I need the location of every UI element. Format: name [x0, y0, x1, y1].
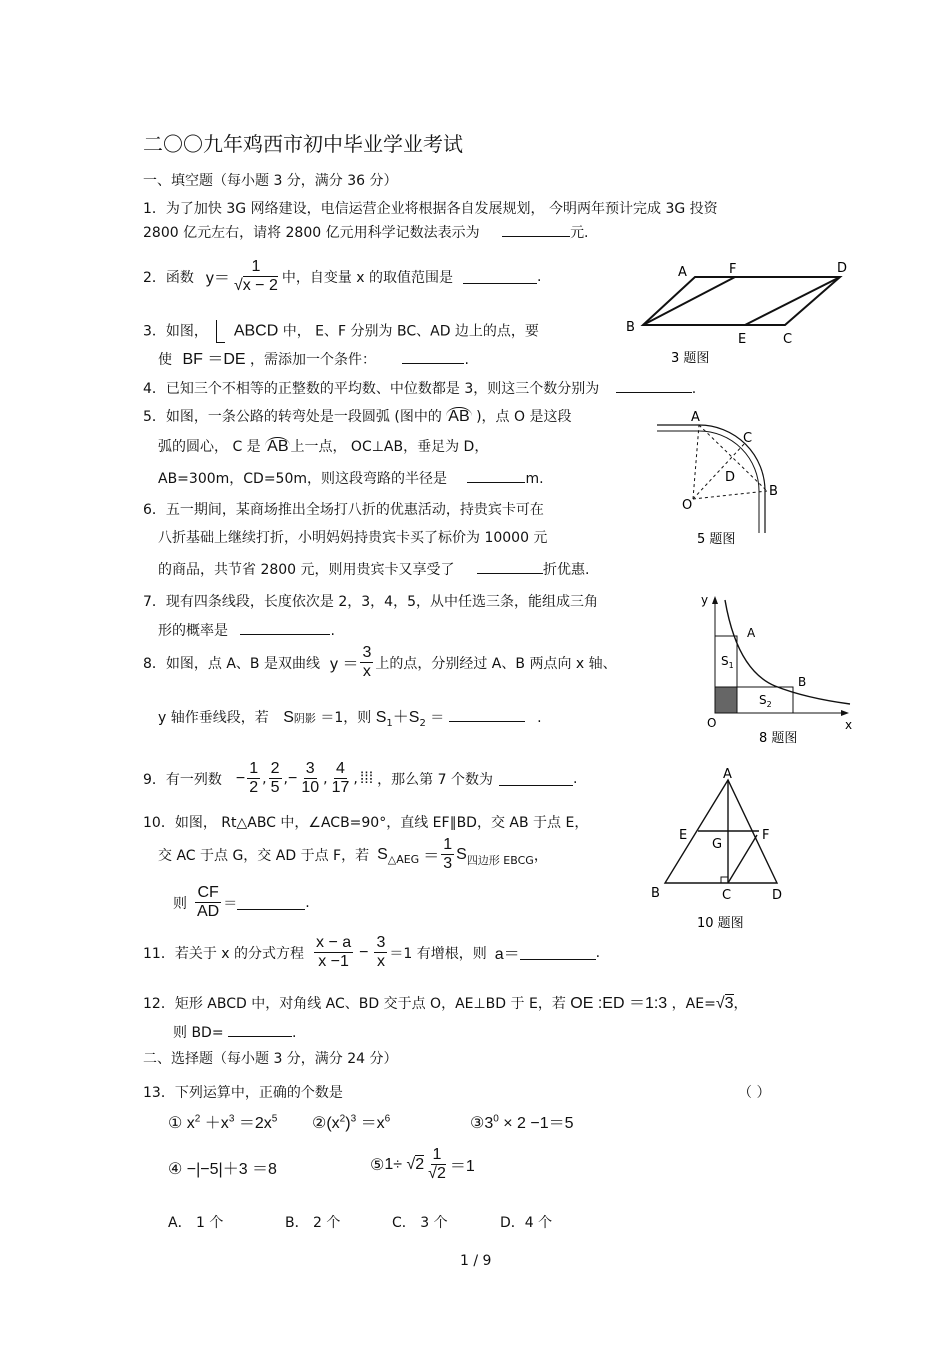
shaded-region [715, 687, 737, 713]
figure-3-caption: 3 题图 [671, 351, 710, 366]
q3-line2: 使 BF ＝DE ，需添加一个条件： . [158, 351, 469, 368]
label-b: B [651, 886, 660, 901]
label-a: A [691, 410, 700, 425]
figure-5-arc [655, 405, 785, 550]
figure-8-caption: 8 题图 [759, 731, 798, 746]
q12-line1: 12．矩形 ABCD 中，对角线 AC、BD 交于点 O，AE⊥BD 于 E，若 OE :ED ＝1:3 ，AE=√3， [143, 995, 748, 1012]
q9-line: 9．有一列数 − $\frac{1}{2}$ , $\frac{2}{5}$ , − $\frac{3}{10}$ , $\frac{4}{17}$ , ⁞⁞⁞ ，那么第 7 个数为 . [143, 760, 578, 796]
label-b: B [626, 320, 635, 335]
road-inner-edge [657, 431, 759, 533]
x-axis-arrow [841, 710, 849, 716]
page-title: 二〇〇九年鸡西市初中毕业学业考试 [143, 132, 463, 156]
figure-5-caption: 5 题图 [697, 532, 736, 547]
label-c: C [783, 332, 793, 347]
q13-paren[interactable]: （ ） [738, 1085, 771, 1101]
q10-blank[interactable] [237, 895, 305, 910]
q2-num: 1 [251, 258, 261, 275]
label-o: O [707, 716, 717, 730]
parallelogram-shape [643, 277, 840, 325]
figure-10-triangle [645, 765, 800, 935]
q13-option-3: $③3^0 \times 2 -1=5$ [470, 1113, 574, 1132]
label-c: C [722, 888, 732, 903]
q10-line2: 交 AC 于点 G，交 AD 于点 F，若 S △AEG ＝ $\frac{1}{3}$ S 四边形 EBCG ， [158, 836, 548, 872]
q11-blank[interactable] [520, 945, 596, 960]
q7-line1: 7．现有四条线段，长度依次是 2，3，4，5，从中任选三条，能组成三角 [143, 594, 598, 610]
q2-line: 2．函数 y＝ $\frac{1}{√x - 2}$ 中，自变量 x 的取值范围是 . [143, 258, 542, 294]
figure-3-parallelogram [615, 255, 860, 370]
q13-option-2: $②(x^2)^3 =x^6$ [312, 1113, 391, 1132]
q1-blank[interactable] [502, 222, 570, 237]
label-s2: $S_2$ [759, 693, 772, 709]
q9-blank[interactable] [499, 771, 573, 786]
q4-line: 4．已知三个不相等的正整数的平均数、中位数都是 3，则这三个数分别为 . [143, 378, 696, 398]
label-y: y [701, 593, 709, 607]
q2-blank[interactable] [463, 269, 537, 284]
q10-line3: 则 $\frac{CF}{AD}$ ＝ . [173, 884, 310, 920]
label-a: A [747, 626, 756, 640]
q2-post: 中，自变量 x 的取值范围是 [281, 269, 454, 286]
label-e: E [738, 332, 747, 347]
q6-line3: 的商品，共节省 2800 元，则用贵宾卡又享受了 折优惠. [158, 559, 589, 579]
q13-choice-a[interactable]: A． 1 个 [168, 1215, 224, 1231]
q8-line1: 8．如图，点 A、B 是双曲线 y ＝ $\frac{3}{x}$ 上的点，分别经过 A、B 两点向 x 轴、 [143, 644, 617, 680]
q5-blank[interactable] [467, 468, 525, 483]
label-d: D [837, 261, 848, 276]
q3-line1: 3．如图， ABCD 中， E、F 分别为 BC、AD 边上的点，要 [143, 320, 539, 343]
q13-choice-d[interactable]: D．4 个 [500, 1215, 553, 1231]
label-b: B [769, 484, 778, 499]
segment-oc [693, 443, 745, 499]
q13-line: 13．下列运算中，正确的个数是 [143, 1085, 343, 1101]
label-a: A [723, 767, 732, 782]
q1-text: 2800 亿元左右，请将 2800 亿元用科学记数法表示为 [143, 225, 480, 241]
segment-ob [693, 491, 767, 499]
q13-option-1: ① $x^2 +x^3 =2x^5$ [168, 1113, 278, 1132]
q1-line1: 1．为了加快 3G 网络建设，电信运营企业将根据各自发展规划， 今明两年预计完成 3G 投资 [143, 201, 718, 217]
segment-bf [643, 277, 735, 325]
q8-blank[interactable] [449, 707, 525, 722]
q7-line2: 形的概率是 . [158, 620, 335, 640]
q1-line2 [143, 222, 589, 242]
segment-cf [728, 835, 757, 883]
q1-end: 元. [570, 225, 589, 241]
q13-option-4: ④ −|−5|＋3 ＝8 [168, 1161, 277, 1178]
label-d: D [725, 470, 736, 485]
label-d: D [772, 888, 783, 903]
q7-blank[interactable] [240, 620, 330, 635]
q12-line2: 则 BD= . [173, 1022, 296, 1042]
q4-blank[interactable] [616, 378, 692, 393]
right-angle-mark [721, 877, 728, 883]
label-f: F [729, 262, 737, 277]
parallelogram-symbol [216, 320, 225, 343]
page-number: 1 / 9 [460, 1253, 492, 1269]
label-a: A [678, 265, 687, 280]
q6-line2: 八折基础上继续打折，小明妈妈持贵宾卡买了标价为 10000 元 [158, 530, 548, 546]
label-o: O [682, 498, 693, 513]
label-g: G [712, 837, 723, 852]
q11-line: 11．若关于 x 的分式方程 $\frac{x - a}{x -1}$ − $\frac{3}{x}$ ＝1 有增根，则 a＝ . [143, 934, 601, 970]
q6-blank[interactable] [477, 559, 543, 574]
segment-oa [693, 425, 699, 499]
q13-option-5: ⑤ 1÷ √ 2 $\frac{1}{√2}$ ＝1 [370, 1146, 475, 1182]
q2-pre: 2．函数 [143, 269, 194, 286]
q2-fraction [232, 258, 280, 295]
q10-line1: 10．如图， Rt△ABC 中，∠ACB=90°，直线 EF∥BD，交 AB 于点 E， [143, 815, 589, 831]
label-e: E [679, 828, 688, 843]
label-b: B [798, 675, 807, 689]
label-f: F [762, 828, 770, 843]
label-s1: $S_1$ [721, 654, 734, 670]
section-fill-in: 一、填空题（每小题 3 分，满分 36 分） [143, 173, 398, 189]
q5-line2: 弧的圆心， C 是 AB 上一点， OC⊥AB，垂足为 D， [158, 438, 489, 455]
q12-blank[interactable] [228, 1022, 292, 1037]
hyperbola-curve [725, 600, 850, 704]
q8-line2: y 轴作垂线段，若 S阴影 ＝1，则 $S_1+S_2$ ＝ . [158, 709, 542, 729]
y-axis-arrow [712, 596, 718, 604]
q8-fraction: $\frac{3}{x}$ [362, 644, 372, 680]
q13-choice-c[interactable]: C． 3 个 [392, 1215, 448, 1231]
q13-choice-b[interactable]: B． 2 个 [285, 1215, 341, 1231]
q5-line1: 5．如图，一条公路的转弯处是一段圆弧 (图中的 AB )，点 O 是这段 [143, 408, 572, 425]
label-x: x [845, 718, 853, 732]
figure-8-hyperbola [685, 590, 860, 750]
q2-y: y＝ [205, 270, 230, 287]
section-choice: 二、选择题（每小题 3 分，满分 24 分） [143, 1051, 398, 1067]
q2-den: √x − 2 [233, 277, 278, 294]
q5-line3: AB=300m，CD=50m，则这段弯路的半径是 m. [158, 468, 544, 488]
figure-10-caption: 10 题图 [697, 916, 744, 931]
q3-blank[interactable] [402, 349, 464, 364]
label-c: C [743, 431, 753, 446]
q6-line1: 6．五一期间，某商场推出全场打八折的优惠活动，持贵宾卡可在 [143, 502, 544, 518]
